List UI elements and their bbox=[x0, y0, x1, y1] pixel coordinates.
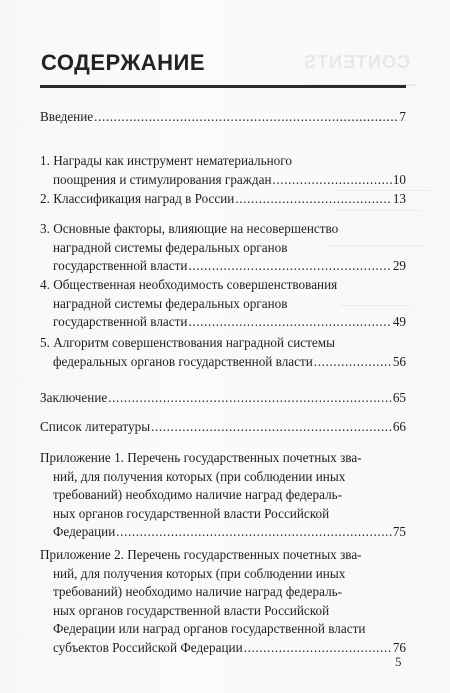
toc-entry-line: ний, для получения которых (при соблюдении иных bbox=[53, 468, 346, 484]
toc-entry-introduction[interactable]: Введение ..... 7 bbox=[40, 108, 406, 127]
toc-entry-chapter-2[interactable]: 2. Классификация наград в России ..... 13 bbox=[40, 190, 406, 209]
toc-page-number: 29 bbox=[392, 258, 406, 273]
toc-page-number: 66 bbox=[392, 419, 406, 434]
leader-dots bbox=[235, 190, 391, 209]
toc-entry-line: ных органов государственной власти Российской bbox=[53, 505, 330, 521]
leader-dots bbox=[244, 639, 392, 658]
toc-entry-chapter-1[interactable]: 1. Награды как инструмент нематериального поощрения и стимулирования граждан ..... 10 bbox=[40, 152, 406, 189]
toc-page-number: 56 bbox=[392, 353, 406, 369]
bleed-through-title: CONTENTS bbox=[303, 52, 410, 72]
toc-page-number: 10 bbox=[392, 171, 406, 187]
toc-page-number: 65 bbox=[392, 390, 406, 405]
leader-dots bbox=[188, 313, 391, 332]
toc-entry-line: 3. Основные факторы, влияющие на несовершенство bbox=[40, 221, 339, 236]
leader-dots bbox=[151, 418, 392, 437]
toc-page-number: 75 bbox=[392, 524, 406, 539]
toc-entry-line: Федерации или наград органов государственной власти bbox=[53, 621, 366, 636]
leader-dots bbox=[273, 171, 392, 190]
leader-dots bbox=[116, 523, 392, 542]
toc-entry-line: ных органов государственной власти Российской bbox=[53, 602, 330, 618]
toc-entry-line: наградной системы федеральных органов bbox=[53, 239, 288, 255]
toc-page-number: 49 bbox=[392, 314, 406, 329]
leader-dots bbox=[314, 353, 392, 372]
leader-dots bbox=[94, 108, 398, 127]
toc-entry-line: Приложение 2. Перечень государственных почетных зва- bbox=[40, 547, 362, 562]
leader-dots bbox=[188, 257, 391, 276]
toc-entry-chapter-3[interactable]: 3. Основные факторы, влияющие на несовершенство наградной системы федеральных органов государственной власти ..... 29 bbox=[40, 220, 406, 276]
toc-entry-line: Приложение 1. Перечень государственных почетных зва- bbox=[40, 450, 362, 465]
toc-entry-line: требований) необходимо наличие наград федераль- bbox=[53, 584, 343, 599]
leader-dots bbox=[108, 389, 392, 408]
toc-entry-line: 1. Награды как инструмент нематериального bbox=[40, 153, 292, 168]
toc-entry-line: требований) необходимо наличие наград федераль- bbox=[53, 487, 343, 502]
toc-entry-chapter-4[interactable]: 4. Общественная необходимость совершенствования наградной системы федеральных органов государственной власти ..... 49 bbox=[40, 276, 406, 332]
toc-page-number: 7 bbox=[399, 109, 406, 124]
toc-entry-line: наградной системы федеральных органов bbox=[53, 295, 288, 311]
toc-page-number: 76 bbox=[392, 639, 406, 655]
page-title: СОДЕРЖАНИЕ bbox=[41, 50, 206, 75]
page-number: 5 bbox=[395, 654, 402, 669]
bleed-through-line bbox=[335, 210, 420, 211]
toc-entry-chapter-5[interactable]: 5. Алгоритм совершенствования наградной системы федеральных органов государственной власти ..... 56 bbox=[40, 334, 406, 371]
toc-entry-line: ний, для получения которых (при соблюдении иных bbox=[53, 565, 346, 581]
toc-entry-bibliography[interactable]: Список литературы ..... 66 bbox=[40, 418, 406, 437]
toc-entry-conclusion[interactable]: Заключение ..... 65 bbox=[40, 389, 406, 408]
toc-entry-appendix-1[interactable]: Приложение 1. Перечень государственных почетных зва- ний, для получения которых (при соблюдении иных требований) необходимо наличие наград федераль- ных органов государственной власти Российской Федерации ..... 75 bbox=[40, 449, 406, 542]
title-underline bbox=[40, 85, 406, 88]
toc-entry-appendix-2[interactable]: Приложение 2. Перечень государственных почетных зва- ний, для получения которых (при соблюдении иных требований) необходимо наличие наград федераль- ных органов государственной власти Российской Федерации или наград органов государственной власти субъектов Российской Федерации ..... 76 bbox=[40, 546, 406, 657]
toc-entry-line: 4. Общественная необходимость совершенствования bbox=[40, 277, 338, 292]
toc-entry-line: 5. Алгоритм совершенствования наградной системы bbox=[40, 335, 335, 350]
toc-page-number: 13 bbox=[392, 191, 406, 206]
